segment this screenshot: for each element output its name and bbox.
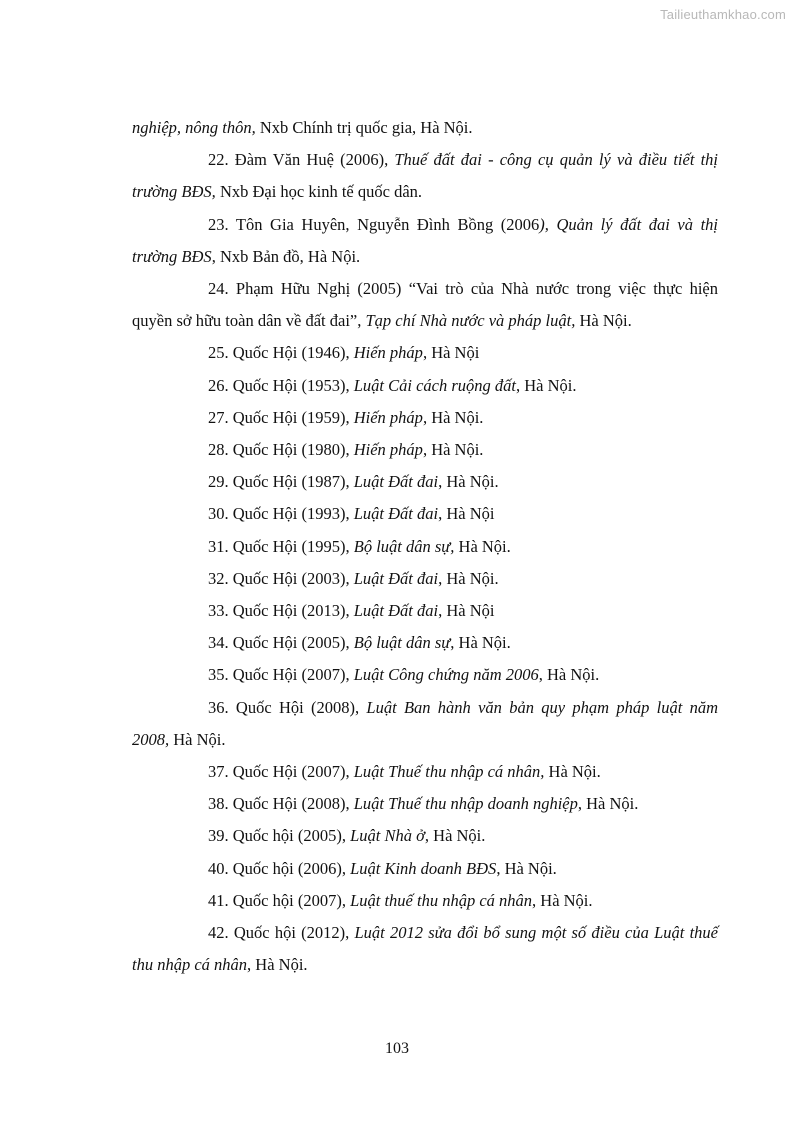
reference-lead: 22. Đàm Văn Huệ (2006), xyxy=(208,150,395,170)
reference-36 xyxy=(132,692,718,756)
reference-publisher: , Nxb Bản đồ, Hà Nội. xyxy=(211,246,361,266)
reference-publisher: , Hà Nội. xyxy=(532,890,593,910)
reference-title: Luật Thuế thu nhập cá nhân, xyxy=(353,762,545,782)
reference-publisher: , Hà Nội. xyxy=(422,407,484,427)
reference-title: Luật Kinh doanh BĐS xyxy=(350,858,497,878)
reference-lead: 29. Quốc Hội (1987), xyxy=(208,472,354,492)
reference-title: Luật Công chứng năm 2006 xyxy=(353,665,539,685)
reference-lead: 34. Quốc Hội (2005), xyxy=(208,633,354,653)
reference-publisher: Nxb Đại học kinh tế quốc dân. xyxy=(215,182,423,202)
reference-lead: 26. Quốc Hội (1953), xyxy=(208,375,354,395)
reference-title: Luật Nhà ở xyxy=(350,826,425,846)
reference-title: Luật 2012 sửa đổi bổ sung một số điều của Luật thuế thu nhập cá nhân xyxy=(132,923,718,975)
reference-lead: 36. Quốc Hội (2008), xyxy=(208,697,367,717)
reference-lead: 27. Quốc Hội (1959), xyxy=(208,407,354,427)
reference-title: Thuế đất đai - công cụ quản lý và điều tiết thị trường BĐS, xyxy=(132,150,718,202)
reference-title: Hiến pháp xyxy=(353,440,423,460)
reference-40 xyxy=(132,853,718,885)
reference-25 xyxy=(132,337,718,369)
reference-lead: 31. Quốc Hội (1995), xyxy=(208,536,354,556)
watermark: Tailieuthamkhao.com xyxy=(660,7,786,22)
reference-title: Luật Đất đai xyxy=(353,601,439,621)
reference-publisher: , Hà Nội. xyxy=(496,858,557,878)
reference-lead: 23. Tôn Gia Huyên, Nguyễn Đình Bồng (2006 xyxy=(208,214,540,234)
reference-title: Bộ luật dân sự, xyxy=(353,536,455,556)
reference-publisher: , Hà Nội. xyxy=(438,568,499,588)
reference-37 xyxy=(132,756,718,788)
reference-31 xyxy=(132,531,718,563)
reference-publisher: , Hà Nội. xyxy=(516,375,577,395)
reference-lead: 37. Quốc Hội (2007), xyxy=(208,762,354,782)
reference-title: Luật thuế thu nhập cá nhân xyxy=(350,890,533,910)
reference-title: Luật Ban hành văn bản quy phạm pháp luật năm 2008, xyxy=(132,697,718,749)
reference-30 xyxy=(132,498,718,530)
reference-lead: 33. Quốc Hội (2013), xyxy=(208,601,354,621)
reference-lead: 30. Quốc Hội (1993), xyxy=(208,504,354,524)
reference-title: Luật Thuế thu nhập doanh nghiệp xyxy=(353,794,578,814)
reference-29 xyxy=(132,466,718,498)
reference-32 xyxy=(132,563,718,595)
reference-lead: 38. Quốc Hội (2008), xyxy=(208,794,354,814)
reference-title: ), Quản lý đất đai và thị trường BĐS xyxy=(132,214,718,266)
reference-publisher: Hà Nội. xyxy=(454,536,511,556)
reference-lead: 35. Quốc Hội (2007), xyxy=(208,665,354,685)
reference-27 xyxy=(132,402,718,434)
reference-publisher: Hà Nội. xyxy=(575,311,632,331)
reference-lead: 24. Phạm Hữu Nghị (2005) “Vai trò của Nhà nước trong việc thực hiện quyền sở hữu toàn dân về đất đai”, xyxy=(132,279,718,331)
reference-title: Luật Đất đai xyxy=(353,568,439,588)
reference-lead: 32. Quốc Hội (2003), xyxy=(208,568,354,588)
reference-publisher: , Hà Nội. xyxy=(438,472,499,492)
reference-21-continuation xyxy=(132,112,718,144)
reference-lead: 25. Quốc Hội (1946), xyxy=(208,343,354,363)
reference-34 xyxy=(132,627,718,659)
reference-publisher: , Hà Nội. xyxy=(424,826,486,846)
reference-publisher: Hà Nội. xyxy=(544,762,601,782)
page-number: 103 xyxy=(385,1040,409,1057)
reference-24 xyxy=(132,273,718,337)
reference-lead: 41. Quốc hội (2007), xyxy=(208,890,351,910)
reference-22 xyxy=(132,144,718,208)
reference-42 xyxy=(132,917,718,981)
reference-39 xyxy=(132,820,718,852)
reference-title: Hiến pháp xyxy=(353,343,423,363)
reference-publisher: , Hà Nội xyxy=(438,601,495,621)
reference-publisher: , Hà Nội. xyxy=(538,665,600,685)
reference-title: Tạp chí Nhà nước và pháp luật, xyxy=(365,311,576,331)
reference-33 xyxy=(132,595,718,627)
reference-35 xyxy=(132,659,718,691)
reference-publisher: , Hà Nội. xyxy=(422,440,484,460)
reference-publisher: Nxb Chính trị quốc gia, Hà Nội. xyxy=(255,118,473,137)
reference-lead: 28. Quốc Hội (1980), xyxy=(208,440,354,460)
reference-title: nghiệp, nông thôn, xyxy=(132,118,256,137)
reference-publisher: , Hà Nội xyxy=(438,504,495,524)
reference-publisher: , Hà Nội. xyxy=(450,633,511,653)
reference-lead: 39. Quốc hội (2005), xyxy=(208,826,351,846)
reference-lead: 42. Quốc hội (2012), xyxy=(208,923,355,943)
reference-publisher: , Hà Nội xyxy=(422,343,480,363)
reference-title: Luật Cải cách ruộng đất xyxy=(353,375,516,395)
reference-title: Bộ luật dân sự xyxy=(353,633,451,653)
reference-26 xyxy=(132,370,718,402)
reference-publisher: , Hà Nội. xyxy=(247,955,308,975)
reference-38 xyxy=(132,788,718,820)
reference-title: Luật Đất đai xyxy=(353,472,439,492)
reference-lead: 40. Quốc hội (2006), xyxy=(208,858,351,878)
reference-list xyxy=(132,112,718,981)
reference-28 xyxy=(132,434,718,466)
reference-title: Hiến pháp xyxy=(353,407,423,427)
reference-publisher: Hà Nội. xyxy=(169,729,226,749)
reference-23 xyxy=(132,209,718,273)
reference-title: Luật Đất đai xyxy=(353,504,439,524)
reference-41 xyxy=(132,885,718,917)
reference-publisher: , Hà Nội. xyxy=(577,794,639,814)
